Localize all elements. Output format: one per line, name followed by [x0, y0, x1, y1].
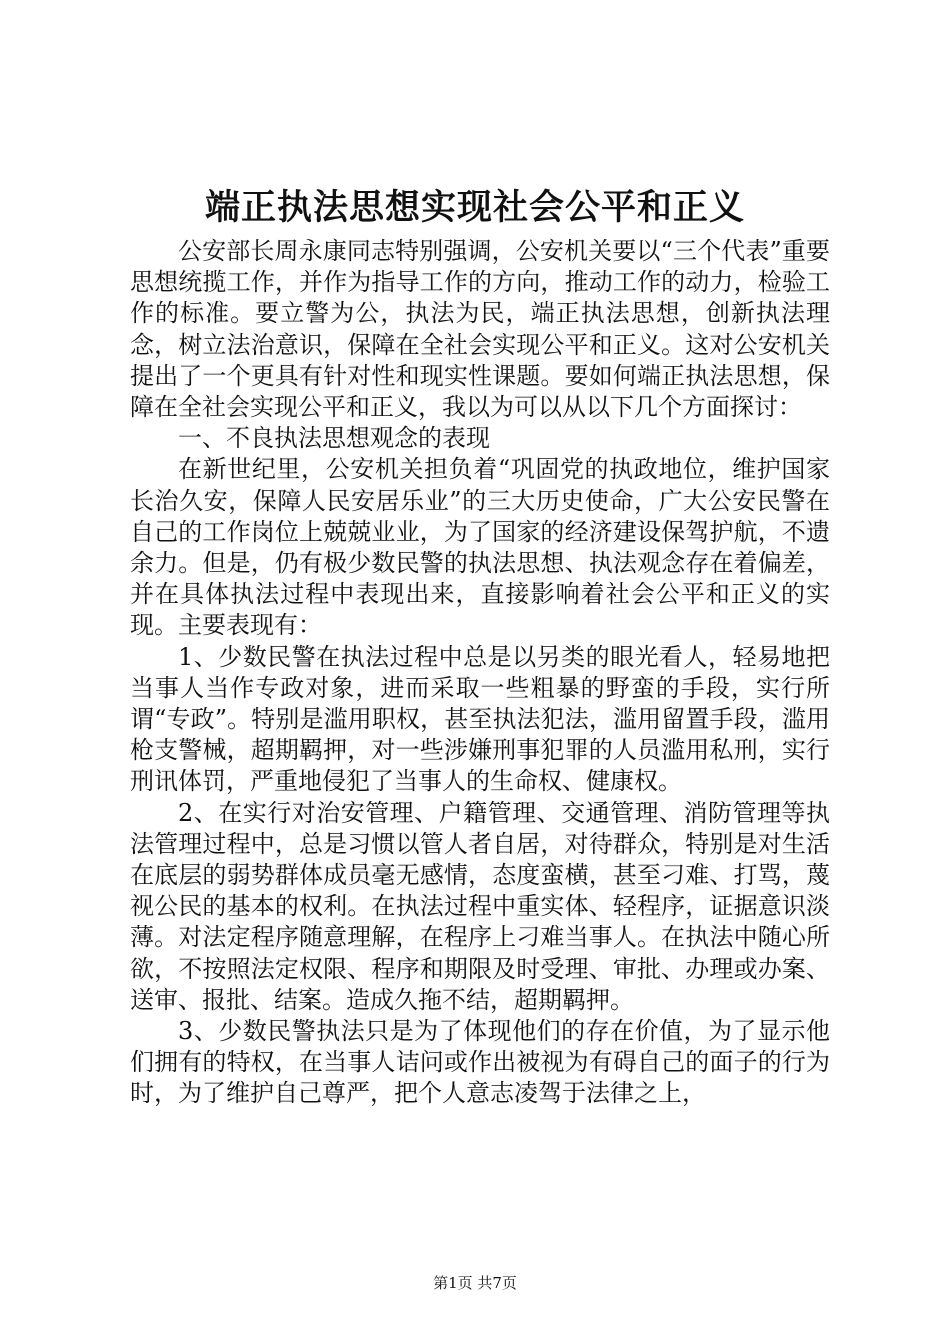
document-title: 端正执法思想实现社会公平和正义: [204, 187, 745, 228]
paragraph-point-3: 3、少数民警执法只是为了体现他们的存在价值，为了显示他们拥有的特权，在当事人诘问或作出被视为有碍自己的面子的行为时，为了维护自己尊严，把个人意志凌驾于法律之上，: [130, 1017, 830, 1108]
page-footer: 第1页 共7页: [433, 1274, 517, 1292]
paragraph-point-2: 2、在实行对治安管理、户籍管理、交通管理、消防管理等执法管理过程中，总是习惯以管人者自居，对待群众，特别是对生活在底层的弱势群体成员毫无感情，态度蛮横，甚至刁难、打骂，蔑视公民的基本的权利。在执法过程中重实体、轻程序，证据意识淡薄。对法定程序随意理解，在程序上刁难当事人。在执法中随心所欲，不按照法定权限、程序和期限及时受理、审批、办理或办案、送审、报批、结案。造成久拖不结，超期羁押。: [130, 798, 830, 1014]
paragraph-context: 在新世纪里，公安机关担负着“巩固党的执政地位，维护国家长治久安，保障人民安居乐业”的三大历史使命，广大公安民警在自己的工作岗位上兢兢业业，为了国家的经济建设保驾护航，不遗余力。但是，仍有极少数民警的执法思想、执法观念存在着偏差，并在具体执法过程中表现出来，直接影响着社会公平和正义的实现。主要表现有：: [130, 455, 830, 640]
section-heading: 一、不良执法思想观念的表现: [178, 424, 490, 453]
paragraph-point-1: 1、少数民警在执法过程中总是以另类的眼光看人，轻易地把当事人当作专政对象，进而采取一些粗暴的野蛮的手段，实行所谓“专政”。特别是滥用职权，甚至执法犯法，滥用留置手段，滥用枪支警械，超期羁押，对一些涉嫌刑事犯罪的人员滥用私刑，实行刑讯体罚，严重地侵犯了当事人的生命权、健康权。: [130, 642, 830, 796]
paragraph-intro: 公安部长周永康同志特别强调，公安机关要以“三个代表”重要思想统揽工作，并作为指导工作的方向，推动工作的动力，检验工作的标准。要立警为公，执法为民，端正执法思想，创新执法理念，树立法治意识，保障在全社会实现公平和正义。这对公安机关提出了一个更具有针对性和现实性课题。要如何端正执法思想，保障在全社会实现公平和正义，我以为可以从以下几个方面探讨：: [130, 237, 830, 422]
document-body: [130, 236, 830, 1110]
